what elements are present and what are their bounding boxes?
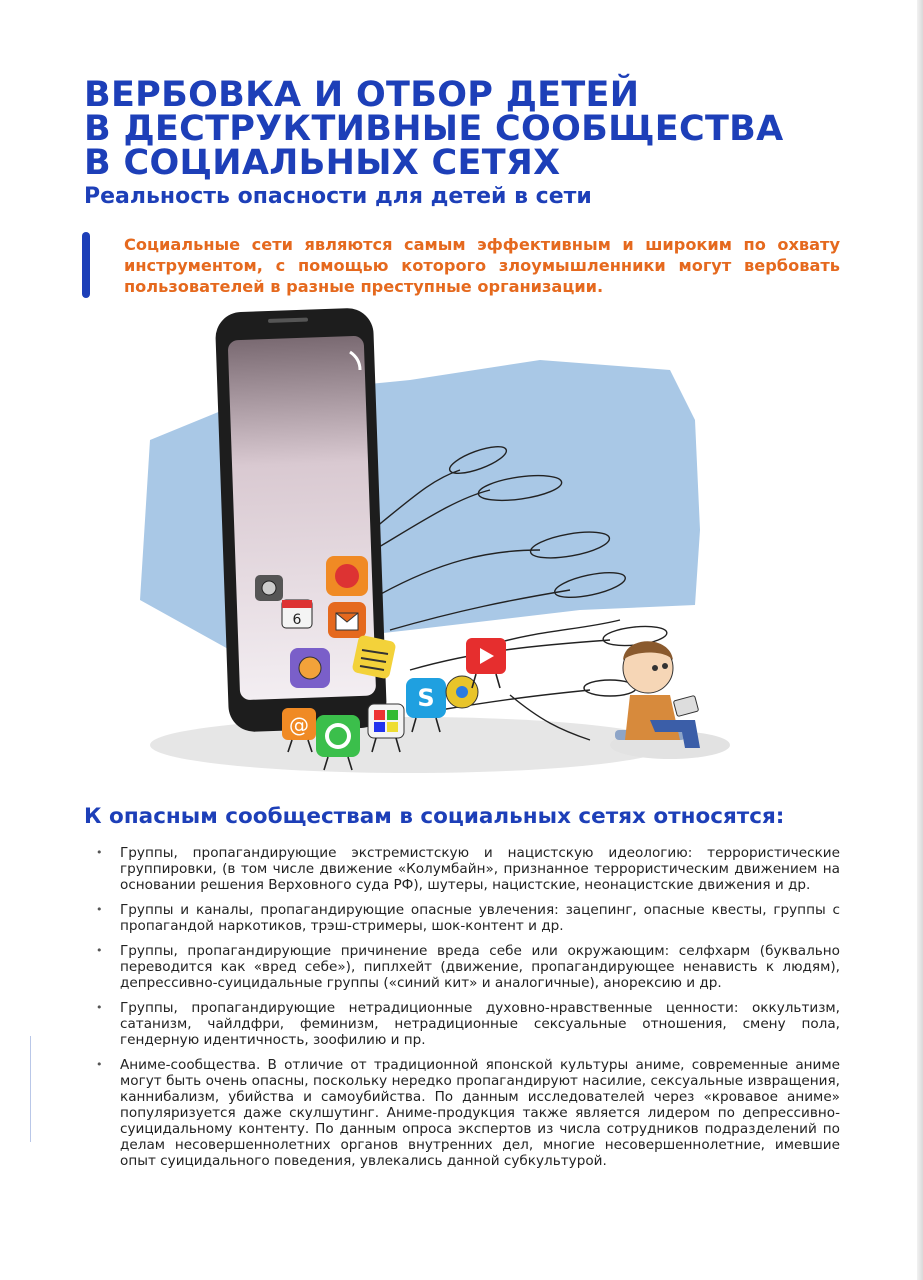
mail-icon (328, 602, 366, 638)
skype-letter: S (417, 684, 435, 712)
music-icon (290, 648, 330, 688)
child-figure (615, 641, 700, 748)
list-item-text: Группы, пропагандирующие причинение вреда себе или окружающим: селфхарм (буквально переводится как «вред себе»), пиплхейт (движение, пропагандирующее ненависть к людям), депрессивно-суицидальные группы («синий кит» и аналогичные), анорексию и др. (120, 943, 840, 991)
list-item (96, 943, 840, 991)
bullet: • (96, 1001, 103, 1014)
youtube-icon (466, 638, 506, 674)
page-edge (917, 0, 923, 1280)
margin-line (30, 1036, 31, 1142)
list-item (96, 1057, 840, 1169)
windows-icon (368, 704, 404, 738)
phone-icon (326, 556, 368, 596)
at-symbol: @ (289, 713, 309, 737)
title-line-3: В СОЦИАЛЬНЫХ СЕТЯХ (84, 143, 561, 183)
list-item (96, 902, 840, 934)
bullet: • (96, 1058, 103, 1071)
illustration (110, 300, 830, 800)
list-item (96, 1000, 840, 1048)
list-item-text: Группы, пропагандирующие нетрадиционные духовно-нравственные ценности: оккультизм, сатанизм, чайлдфри, феминизм, нетрадиционные сексуальные отношения, смену пола, гендерную идентичность, зоофилию и пр. (120, 1000, 840, 1048)
notes-icon (351, 634, 396, 679)
bullet: • (96, 944, 103, 957)
camera-icon (255, 575, 283, 601)
section-heading: К опасным сообществам в социальных сетях относятся: (84, 804, 785, 829)
dangerous-communities-list (96, 845, 840, 1178)
list-item-text: Группы, пропагандирующие экстремистскую и нацистскую идеологию: террористические группировки, (в том числе движение «Колумбайн», признанное террористическим движением на основании решения Верховного суда РФ), шутеры, нацистские, неонацистские движения и др. (120, 845, 840, 893)
bullet: • (96, 846, 103, 859)
list-item-text: Аниме-сообщества. В отличие от традиционной японской культуры аниме, современные аниме могут быть очень опасны, поскольку нередко пропагандируют насилие, сексуальные извращения, каннибализм, убийства и самоубийства. По данным исследователей через «кровавое аниме» популяризуется даже скулшутинг. Аниме-продукция также является лидером по депрессивно-суицидальному контенту. По данным опроса экспертов из числа сотрудников подразделений по делам несовершеннолетних органов внутренних дел, многие несовершеннолетние, имевшие опыт суицидального поведения, увлекались данной субкультурой. (120, 1057, 840, 1169)
title-line-2: В ДЕСТРУКТИВНЫЕ СООБЩЕСТВА (84, 109, 784, 149)
at-icon (282, 708, 316, 740)
calendar-day: 6 (292, 612, 302, 628)
title-line-1: ВЕРБОВКА И ОТБОР ДЕТЕЙ (84, 75, 640, 115)
ground-shadow (150, 717, 670, 773)
quote-accent-bar (82, 232, 90, 298)
calendar-icon (282, 600, 312, 628)
skype-icon (406, 678, 446, 718)
whatsapp-icon (316, 715, 360, 757)
list-item (96, 845, 840, 893)
intro-paragraph: Социальные сети являются самым эффективным и широким по охвату инструментом, с помощью которого злоумышленники могут вербовать пользователей в разные преступные организации. (124, 235, 840, 296)
chrome-icon (446, 676, 478, 708)
list-item-text: Группы и каналы, пропагандирующие опасные увлечения: зацепинг, опасные квесты, группы с пропагандой наркотиков, трэш-стримеры, шок-контент и др. (120, 902, 840, 934)
bullet: • (96, 903, 103, 916)
page-title (84, 75, 864, 183)
subtitle: Реальность опасности для детей в сети (84, 184, 592, 209)
